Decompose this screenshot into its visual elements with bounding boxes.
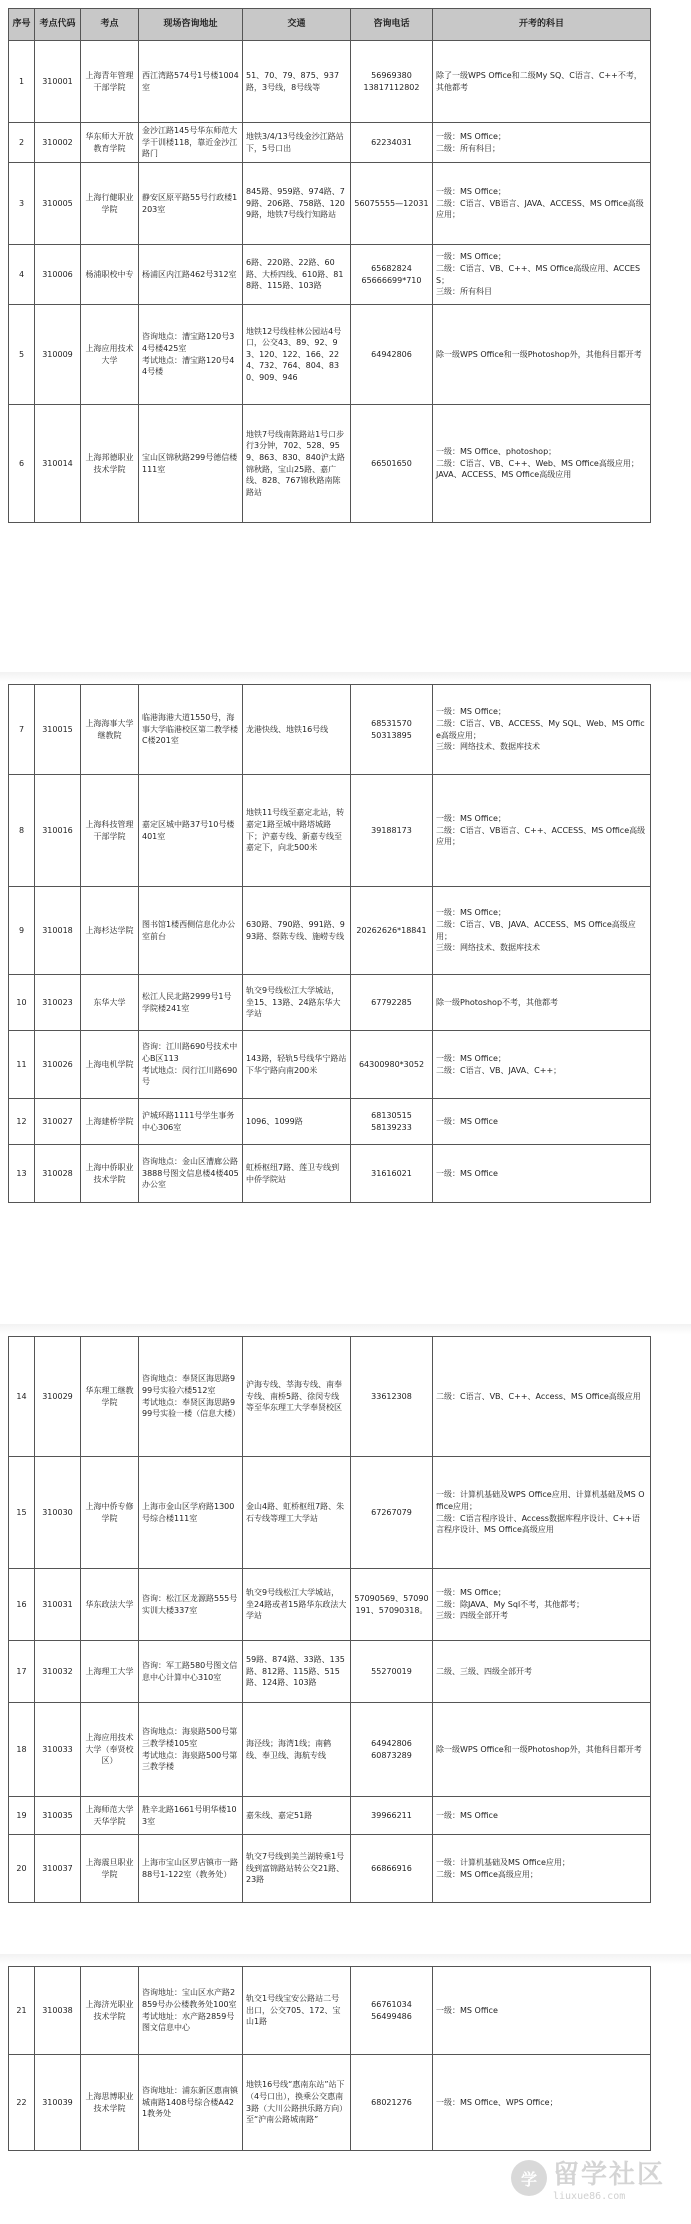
cell-address: 临港海港大道1550号，海事大学临港校区第二教学楼C楼201室 [139, 685, 243, 775]
cell-code: 310014 [35, 405, 81, 523]
subject-line: 除一级Photoshop不考，其他都考 [436, 997, 559, 1007]
cell-address: 上海市金山区学府路1300号综合楼111室 [139, 1457, 243, 1569]
cell-subjects [433, 405, 651, 523]
subject-line: 一级：MS Office、photoshop； [436, 447, 557, 457]
cell-address: 沪城环路1111号学生事务中心306室 [139, 1099, 243, 1145]
cell-site: 上海行健职业学院 [81, 163, 139, 245]
cell-code: 310016 [35, 775, 81, 887]
subject-line: 二级：MS Office高级应用； [436, 1869, 538, 1879]
cell-no: 8 [9, 775, 35, 887]
table-row [9, 887, 651, 975]
table-row [9, 41, 651, 123]
cell-code: 310029 [35, 1337, 81, 1457]
cell-subjects [433, 685, 651, 775]
table-row [9, 2055, 651, 2151]
cell-phone: 55270019 [351, 1641, 433, 1703]
table-row [9, 1569, 651, 1641]
subject-line: 二级：C语言、VB语言、JAVA、ACCESS、MS Office高级应用； [436, 198, 644, 220]
cell-address: 宝山区锦秋路299号德信楼111室 [139, 405, 243, 523]
cell-no: 5 [9, 305, 35, 405]
cell-no: 7 [9, 685, 35, 775]
table-row [9, 775, 651, 887]
cell-code: 310033 [35, 1703, 81, 1797]
table-row [9, 975, 651, 1031]
cell-transit: 地铁7号线南陈路站1号口步行3分钟，702、528、959、863、830、840沪太路锦秋路，宝山25路、嘉广线、828、767锦秋路南陈路站 [243, 405, 351, 523]
cell-site: 上海应用技术大学 [81, 305, 139, 405]
cell-no: 21 [9, 1967, 35, 2055]
cell-site: 华东政法大学 [81, 1569, 139, 1641]
cell-no: 1 [9, 41, 35, 123]
cell-transit: 143路，轻轨5号线华宁路站下华宁路向南200米 [243, 1031, 351, 1099]
cell-no: 3 [9, 163, 35, 245]
header-site: 考点 [81, 9, 139, 41]
subject-line: 二级：C语言、VB、C++、MS Office高级应用、ACCESS； [436, 263, 641, 285]
watermark-mark: 学 [511, 2160, 547, 2196]
table-row [9, 1457, 651, 1569]
cell-subjects [433, 887, 651, 975]
cell-no: 14 [9, 1337, 35, 1457]
cell-site: 杨浦职校中专 [81, 245, 139, 305]
cell-transit: 沪海专线、莘海专线、南奉专线、南桥5路、徐闵专线等至华东理工大学奉贤校区 [243, 1337, 351, 1457]
cell-site: 上海电机学院 [81, 1031, 139, 1099]
subject-line: 一级：MS Office； [436, 1588, 506, 1598]
table-row [9, 123, 651, 163]
header-phone: 咨询电话 [351, 9, 433, 41]
cell-no: 19 [9, 1797, 35, 1835]
cell-code: 310037 [35, 1835, 81, 1903]
cell-site: 上海济光职业技术学院 [81, 1967, 139, 2055]
cell-code: 310018 [35, 887, 81, 975]
cell-subjects [433, 1641, 651, 1703]
cell-site: 上海杉达学院 [81, 887, 139, 975]
cell-transit: 地铁12号线桂林公园站4号口，公交43、89、92、93、120、122、166、224、732、764、804、830、909、946 [243, 305, 351, 405]
cell-site: 上海思博职业技术学院 [81, 2055, 139, 2151]
cell-site: 上海科技管理干部学院 [81, 775, 139, 887]
subject-line: 一级：MS Office [436, 1810, 498, 1820]
cell-subjects [433, 975, 651, 1031]
cell-transit: 6路、220路、22路、60路、大桥四线、610路、818路、115路、103路 [243, 245, 351, 305]
cell-transit: 845路、959路、974路、79路、206路、758路、1209路，地铁7号线行知路站 [243, 163, 351, 245]
cell-subjects [433, 123, 651, 163]
exam-site-table-part-1 [8, 8, 651, 523]
cell-address: 咨询：江川路690号技术中心B区113 考试地点：闵行江川路690号 [139, 1031, 243, 1099]
cell-code: 310027 [35, 1099, 81, 1145]
cell-transit: 地铁3/4/13号线金沙江路站下，5号口出 [243, 123, 351, 163]
cell-phone: 20262626*18841 [351, 887, 433, 975]
cell-phone: 39188173 [351, 775, 433, 887]
cell-address: 杨浦区内江路462号312室 [139, 245, 243, 305]
subject-line: 二级：C语言、VB、C++、Access、MS Office高级应用 [436, 1391, 641, 1401]
cell-transit: 地铁11号线至嘉定北站，转嘉定1路至城中路塔城路下；沪嘉专线、新嘉专线至嘉定下，向北500米 [243, 775, 351, 887]
cell-site: 东华大学 [81, 975, 139, 1031]
page-break [0, 672, 691, 682]
subject-line: 三级：所有科目 [436, 287, 492, 297]
cell-address: 咨询：军工路580号图文信息中心计算中心310室 [139, 1641, 243, 1703]
table-row [9, 305, 651, 405]
subject-line: 二级、三级、四级全部开考 [436, 1666, 532, 1676]
cell-no: 11 [9, 1031, 35, 1099]
cell-no: 9 [9, 887, 35, 975]
cell-no: 6 [9, 405, 35, 523]
cell-site: 上海师范大学天华学院 [81, 1797, 139, 1835]
cell-transit: 虹桥枢纽7路、莲卫专线到中侨学院站 [243, 1145, 351, 1203]
cell-subjects [433, 775, 651, 887]
cell-site: 上海震旦职业学院 [81, 1835, 139, 1903]
subject-line: 二级：所有科目； [436, 143, 500, 153]
subject-line: 一级：MS Office； [436, 814, 506, 824]
cell-address: 胜辛北路1661号明华楼103室 [139, 1797, 243, 1835]
cell-address: 嘉定区城中路37号10号楼401室 [139, 775, 243, 887]
cell-code: 310030 [35, 1457, 81, 1569]
cell-no: 13 [9, 1145, 35, 1203]
cell-address: 静安区原平路55号行政楼1203室 [139, 163, 243, 245]
cell-phone: 67267079 [351, 1457, 433, 1569]
cell-no: 22 [9, 2055, 35, 2151]
cell-subjects [433, 1797, 651, 1835]
subject-line: 除一级WPS Office和一级Photoshop外，其他科目都开考 [436, 1744, 642, 1754]
cell-phone: 64942806 [351, 305, 433, 405]
table-row [9, 685, 651, 775]
table-row [9, 1031, 651, 1099]
cell-phone: 68531570 50313895 [351, 685, 433, 775]
cell-transit: 龙港快线、地铁16号线 [243, 685, 351, 775]
exam-site-table-part-4 [8, 1966, 651, 2151]
subject-line: 一级：MS Office； [436, 187, 506, 197]
cell-site: 上海中侨专修学院 [81, 1457, 139, 1569]
subject-line: 一级：计算机基础及WPS Office应用、计算机基础及MS Office应用； [436, 1490, 645, 1511]
cell-address: 咨询地点：奉贤区海思路999号实验六楼512室 考试地点：奉贤区海思路999号实验一楼（信息大楼） [139, 1337, 243, 1457]
watermark-name: 留学社区 [552, 2160, 665, 2190]
subject-line: JAVA、ACCESS、MS Office高级应用 [436, 470, 572, 480]
cell-site: 上海海事大学继教院 [81, 685, 139, 775]
cell-phone: 66761034 56499486 [351, 1967, 433, 2055]
cell-subjects [433, 2055, 651, 2151]
cell-subjects [433, 1569, 651, 1641]
cell-no: 2 [9, 123, 35, 163]
cell-site: 华东理工继教学院 [81, 1337, 139, 1457]
cell-transit: 59路、874路、33路、135路、812路、115路、515路、124路、103路 [243, 1641, 351, 1703]
cell-phone: 66501650 [351, 405, 433, 523]
subject-line: 二级：C语言、VB、C++、Web、MS Office高级应用； [436, 458, 639, 468]
cell-transit: 金山4路、虹桥枢纽7路、朱石专线等理工大学站 [243, 1457, 351, 1569]
table-row [9, 1337, 651, 1457]
cell-transit: 轨交9号线松江大学城站，坐15、13路、24路东华大学站 [243, 975, 351, 1031]
cell-site: 上海应用技术大学（奉贤校区） [81, 1703, 139, 1797]
cell-code: 310031 [35, 1569, 81, 1641]
cell-transit: 630路、790路、991路、993路、祭陈专线、施崂专线 [243, 887, 351, 975]
cell-code: 310035 [35, 1797, 81, 1835]
cell-address: 咨询地点：海泉路500号第三教学楼105室 考试地点：海泉路500号第三教学楼 [139, 1703, 243, 1797]
cell-code: 310002 [35, 123, 81, 163]
header-code: 考点代码 [35, 9, 81, 41]
cell-subjects [433, 1145, 651, 1203]
cell-phone: 67792285 [351, 975, 433, 1031]
table-row [9, 1099, 651, 1145]
cell-subjects [433, 163, 651, 245]
cell-code: 310038 [35, 1967, 81, 2055]
cell-phone: 31616021 [351, 1145, 433, 1203]
cell-no: 10 [9, 975, 35, 1031]
cell-subjects [433, 1031, 651, 1099]
table-row [9, 1835, 651, 1903]
watermark-logo [511, 2154, 665, 2202]
table-row [9, 1703, 651, 1797]
cell-subjects [433, 1967, 651, 2055]
cell-subjects [433, 1703, 651, 1797]
cell-phone: 57090569、57090191、57090318。 [351, 1569, 433, 1641]
subject-line: 一级：MS Office [436, 1168, 498, 1178]
cell-site: 华东师大开放教育学院 [81, 123, 139, 163]
table-row [9, 163, 651, 245]
header-row [9, 9, 651, 41]
cell-no: 16 [9, 1569, 35, 1641]
table-row [9, 1967, 651, 2055]
cell-phone: 68021276 [351, 2055, 433, 2151]
cell-no: 20 [9, 1835, 35, 1903]
subject-line: 一级：MS Office； [436, 131, 506, 141]
header-address: 现场咨询地址 [139, 9, 243, 41]
header-subjects: 开考的科目 [433, 9, 651, 41]
cell-code: 310023 [35, 975, 81, 1031]
cell-address: 金沙江路145号华东师范大学干训楼118，靠近金沙江路门 [139, 123, 243, 163]
subject-line: 一级：MS Office； [436, 908, 506, 918]
cell-code: 310001 [35, 41, 81, 123]
table-row [9, 245, 651, 305]
cell-phone: 64300980*3052 [351, 1031, 433, 1099]
header-no: 序号 [9, 9, 35, 41]
cell-transit: 轨交1号线宝安公路站二号出口，公交705、172、宝山1路 [243, 1967, 351, 2055]
cell-code: 310009 [35, 305, 81, 405]
cell-address: 咨询地址：宝山区水产路2859号办公楼教务处100室 考试地址：水产路2859号图文信息中心 [139, 1967, 243, 2055]
cell-code: 310039 [35, 2055, 81, 2151]
cell-address: 咨询：松江区龙源路555号实训大楼337室 [139, 1569, 243, 1641]
subject-line: 除了一级WPS Office和二级My SQ、C语言、C++不考，其他都考 [436, 70, 642, 92]
table-row [9, 405, 651, 523]
page-break [0, 1324, 691, 1334]
cell-phone: 33612308 [351, 1337, 433, 1457]
cell-phone: 64942806 60873289 [351, 1703, 433, 1797]
cell-code: 310028 [35, 1145, 81, 1203]
cell-code: 310015 [35, 685, 81, 775]
cell-subjects [433, 1099, 651, 1145]
cell-phone: 39966211 [351, 1797, 433, 1835]
cell-transit: 轨交7号线到美兰湖转乘1号线到富锦路站转公交21路、23路 [243, 1835, 351, 1903]
cell-subjects [433, 305, 651, 405]
subject-line: 三级：四级全部开考 [436, 1611, 508, 1621]
cell-code: 310032 [35, 1641, 81, 1703]
cell-transit: 1096、1099路 [243, 1099, 351, 1145]
header-transit: 交通 [243, 9, 351, 41]
subject-line: 二级：C语言、VB语言、C++、ACCESS、MS Office高级应用； [436, 825, 646, 847]
cell-address: 上海市宝山区罗店镇市一路88号1-122室（教务处） [139, 1835, 243, 1903]
cell-transit: 嘉朱线、嘉定51路 [243, 1797, 351, 1835]
subject-line: 一级：MS Office [436, 1116, 498, 1126]
cell-phone: 68130515 58139233 [351, 1099, 433, 1145]
subject-line: 一级：计算机基础及MS Office应用； [436, 1857, 570, 1867]
cell-site: 上海邦德职业技术学院 [81, 405, 139, 523]
cell-transit: 51、70、79、875、937路，3号线，8号线等 [243, 41, 351, 123]
cell-address: 咨询地址：浦东新区惠南镇城南路1408号综合楼A421教务处 [139, 2055, 243, 2151]
cell-code: 310005 [35, 163, 81, 245]
cell-transit: 海泾线；海湾1线；南鹤线、奉卫线、海航专线 [243, 1703, 351, 1797]
exam-site-table-part-2 [8, 684, 651, 1203]
cell-phone: 56969380 13817112802 [351, 41, 433, 123]
subject-line: 一级：MS Office、WPS Office； [436, 2097, 558, 2107]
cell-address: 松江人民北路2999号1号学院楼241室 [139, 975, 243, 1031]
subject-line: 二级：除JAVA、My Sql不考，其他都考； [436, 1599, 585, 1609]
cell-no: 4 [9, 245, 35, 305]
subject-line: 除一级WPS Office和一级Photoshop外，其他科目都开考 [436, 349, 642, 359]
cell-site: 上海青年管理干部学院 [81, 41, 139, 123]
cell-phone: 65682824 65666699*710 [351, 245, 433, 305]
cell-site: 上海中侨职业技术学院 [81, 1145, 139, 1203]
cell-subjects [433, 1337, 651, 1457]
cell-no: 12 [9, 1099, 35, 1145]
cell-phone: 56075555—12031 [351, 163, 433, 245]
subject-line: 三级：网络技术、数据库技术 [436, 943, 540, 953]
cell-no: 18 [9, 1703, 35, 1797]
subject-line: 三级：网络技术、数据库技术 [436, 742, 540, 752]
cell-subjects [433, 245, 651, 305]
cell-site: 上海理工大学 [81, 1641, 139, 1703]
cell-code: 310006 [35, 245, 81, 305]
cell-no: 17 [9, 1641, 35, 1703]
cell-address: 图书馆1楼西侧信息化办公室前台 [139, 887, 243, 975]
cell-address: 咨询地点：金山区漕廊公路3888号图文信息楼4楼405办公室 [139, 1145, 243, 1203]
subject-line: 一级：MS Office [436, 2005, 498, 2015]
cell-subjects [433, 1457, 651, 1569]
table-row [9, 1641, 651, 1703]
cell-no: 15 [9, 1457, 35, 1569]
subject-line: 二级：C语言、VB、ACCESS、My SQL、Web、MS Office高级应用； [436, 718, 645, 740]
cell-transit: 轨交9号线松江大学城站，坐24路或者15路华东政法大学站 [243, 1569, 351, 1641]
cell-site: 上海建桥学院 [81, 1099, 139, 1145]
subject-line: 一级：MS Office； [436, 1053, 506, 1063]
page-break [0, 1954, 691, 1964]
cell-address: 西江湾路574号1号楼1004室 [139, 41, 243, 123]
subject-line: 二级：C语言程序设计、Access数据库程序设计、C++语言程序设计、MS Office高级应用 [436, 1513, 640, 1535]
table-row [9, 1145, 651, 1203]
watermark-url: liuxue86.com [552, 2191, 626, 2202]
subject-line: 一级：MS Office； [436, 707, 506, 717]
table-row [9, 1797, 651, 1835]
cell-subjects [433, 41, 651, 123]
cell-subjects [433, 1835, 651, 1903]
subject-line: 一级：MS Office； [436, 252, 506, 262]
exam-site-table-part-3 [8, 1336, 651, 1903]
subject-line: 二级：C语言、VB、JAVA、C++； [436, 1065, 562, 1075]
subject-line: 二级：C语言、VB、JAVA、ACCESS、MS Office高级应用； [436, 919, 636, 941]
cell-transit: 地铁16号线“惠南东站”站下（4号口出），换乘公交惠南3路（大川公路拱乐路方向）至“沪南公路城南路” [243, 2055, 351, 2151]
cell-code: 310026 [35, 1031, 81, 1099]
cell-phone: 66866916 [351, 1835, 433, 1903]
cell-phone: 62234031 [351, 123, 433, 163]
cell-address: 咨询地点：漕宝路120号34号楼425室 考试地点：漕宝路120号44号楼 [139, 305, 243, 405]
